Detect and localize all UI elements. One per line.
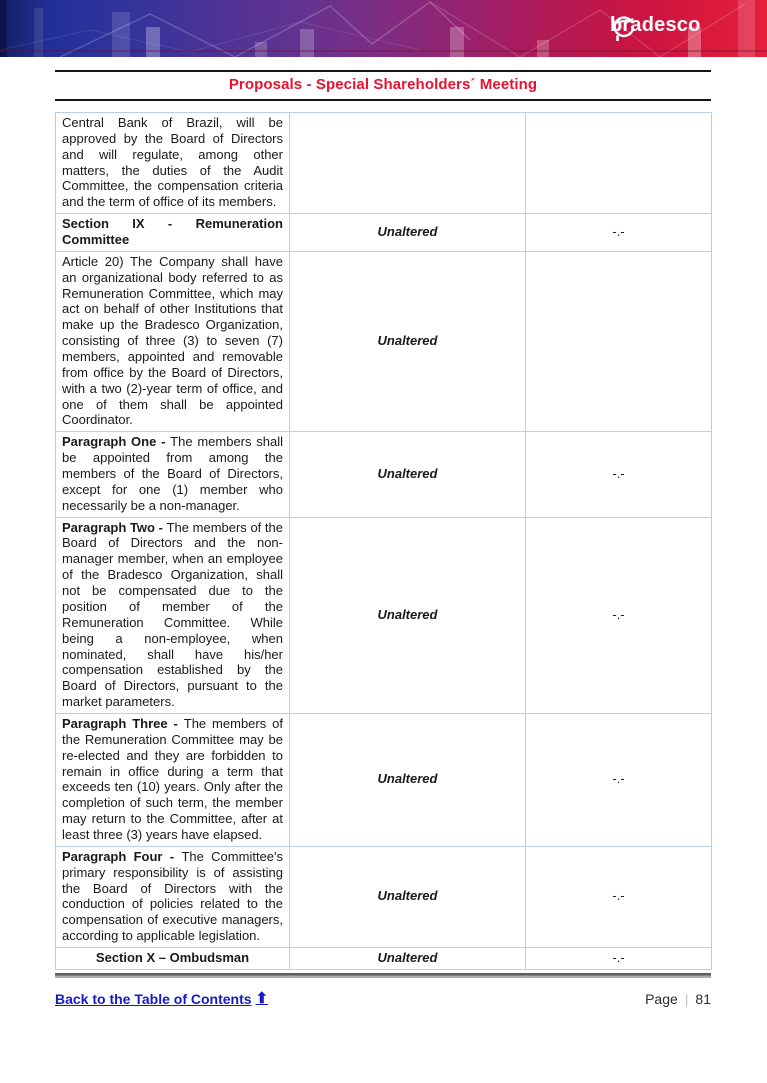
status-cell: Unaltered	[290, 251, 526, 431]
clause-cell	[56, 432, 290, 517]
clause-text: The members of the Remuneration Committee may be re-elected and they are forbidden to remain in office during a term that exceeds ten (10) years. Only after the completion of such term, the member may return to the Committee, after at least three (3) years have elapsed.	[62, 715, 283, 842]
page-label: Page	[645, 990, 678, 1007]
back-to-toc-link[interactable]	[55, 991, 268, 1007]
clause-lead: Paragraph Four -	[62, 848, 182, 864]
vote-cell: -.-	[526, 947, 712, 969]
status-cell: Unaltered	[290, 846, 526, 947]
table-row	[56, 713, 712, 846]
table-row	[56, 214, 712, 252]
vote-cell: -.-	[526, 846, 712, 947]
vote-cell: -.-	[526, 713, 712, 846]
page-title: Proposals - Special Shareholders´ Meeting	[228, 76, 538, 93]
clause-lead: Paragraph One -	[62, 434, 171, 450]
status-cell: Unaltered	[290, 517, 526, 713]
bradesco-logo-text: bradesco	[610, 14, 701, 36]
vote-cell: -.-	[526, 517, 712, 713]
table-row	[56, 113, 712, 214]
clause-lead: Paragraph Three -	[62, 715, 184, 731]
title-block	[55, 70, 711, 101]
clause-cell	[56, 517, 290, 713]
back-to-toc-label: Back to the Table of Contents	[55, 990, 252, 1007]
table-row	[56, 846, 712, 947]
vote-cell	[526, 251, 712, 431]
proposals-table	[55, 112, 712, 970]
page-indicator	[645, 991, 711, 1007]
clause-lead: Section IX - Remuneration Committee	[62, 216, 283, 248]
clause-cell	[56, 846, 290, 947]
clause-text: Central Bank of Brazil, will be approved by the Board of Directors and will regulate, among other matters, the duties of the Audit Committee, the compensation criteria and the term of office of its members.	[62, 115, 283, 210]
status-cell: Unaltered	[290, 947, 526, 969]
page-number: 81	[695, 990, 711, 1007]
table-row	[56, 947, 712, 969]
clause-text: The members of the Board of Directors and the non-manager member, when an employee of the Bradesco Organization, shall not be compensated due to the position of member of the Remuneration Committee. While being a non-employee, when nominated, shall have his/her compensation established by the Board of Directors, pursuant to the market parameters.	[62, 519, 284, 710]
table-row	[56, 517, 712, 713]
clause-text: Article 20) The Company shall have an organizational body referred to as Remuneration Committee, which may act on behalf of other Institutions that make up the Bradesco Organization, consisting of three (3) to seven (7) members, appointed and removable from office by the Board of Directors, with a two (2)-year term of office, and one of them shall be appointed Coordinator.	[62, 253, 283, 428]
clause-cell	[56, 214, 290, 252]
clause-cell	[56, 113, 290, 214]
vote-cell: -.-	[526, 432, 712, 517]
up-arrow-icon: ⬆	[255, 990, 269, 1008]
vote-cell	[526, 113, 712, 214]
page-footer	[55, 991, 711, 1007]
clause-lead: Paragraph Two -	[62, 519, 167, 535]
status-cell: Unaltered	[290, 432, 526, 517]
clause-lead: Section X – Ombudsman	[95, 949, 250, 965]
header-banner	[0, 0, 767, 57]
table-row	[56, 432, 712, 517]
bottom-divider	[55, 973, 711, 978]
status-cell: Unaltered	[290, 214, 526, 252]
bradesco-logo	[610, 14, 701, 37]
clause-cell	[56, 251, 290, 431]
vote-cell: -.-	[526, 214, 712, 252]
page-separator: |	[684, 990, 689, 1007]
clause-text: The members shall be appointed from among the members of the Board of Directors, except for one (1) member who necessarily be a non-manager.	[62, 434, 283, 513]
clause-text: The Committee's primary responsibility is of assisting the Board of Directors with the conduction of policies related to the compensation of executive managers, according to applicable legislation.	[62, 848, 283, 944]
table-row	[56, 251, 712, 431]
status-cell	[290, 113, 526, 214]
clause-cell	[56, 947, 290, 969]
status-cell: Unaltered	[290, 713, 526, 846]
bradesco-logo-icon	[610, 14, 636, 41]
clause-cell	[56, 713, 290, 846]
